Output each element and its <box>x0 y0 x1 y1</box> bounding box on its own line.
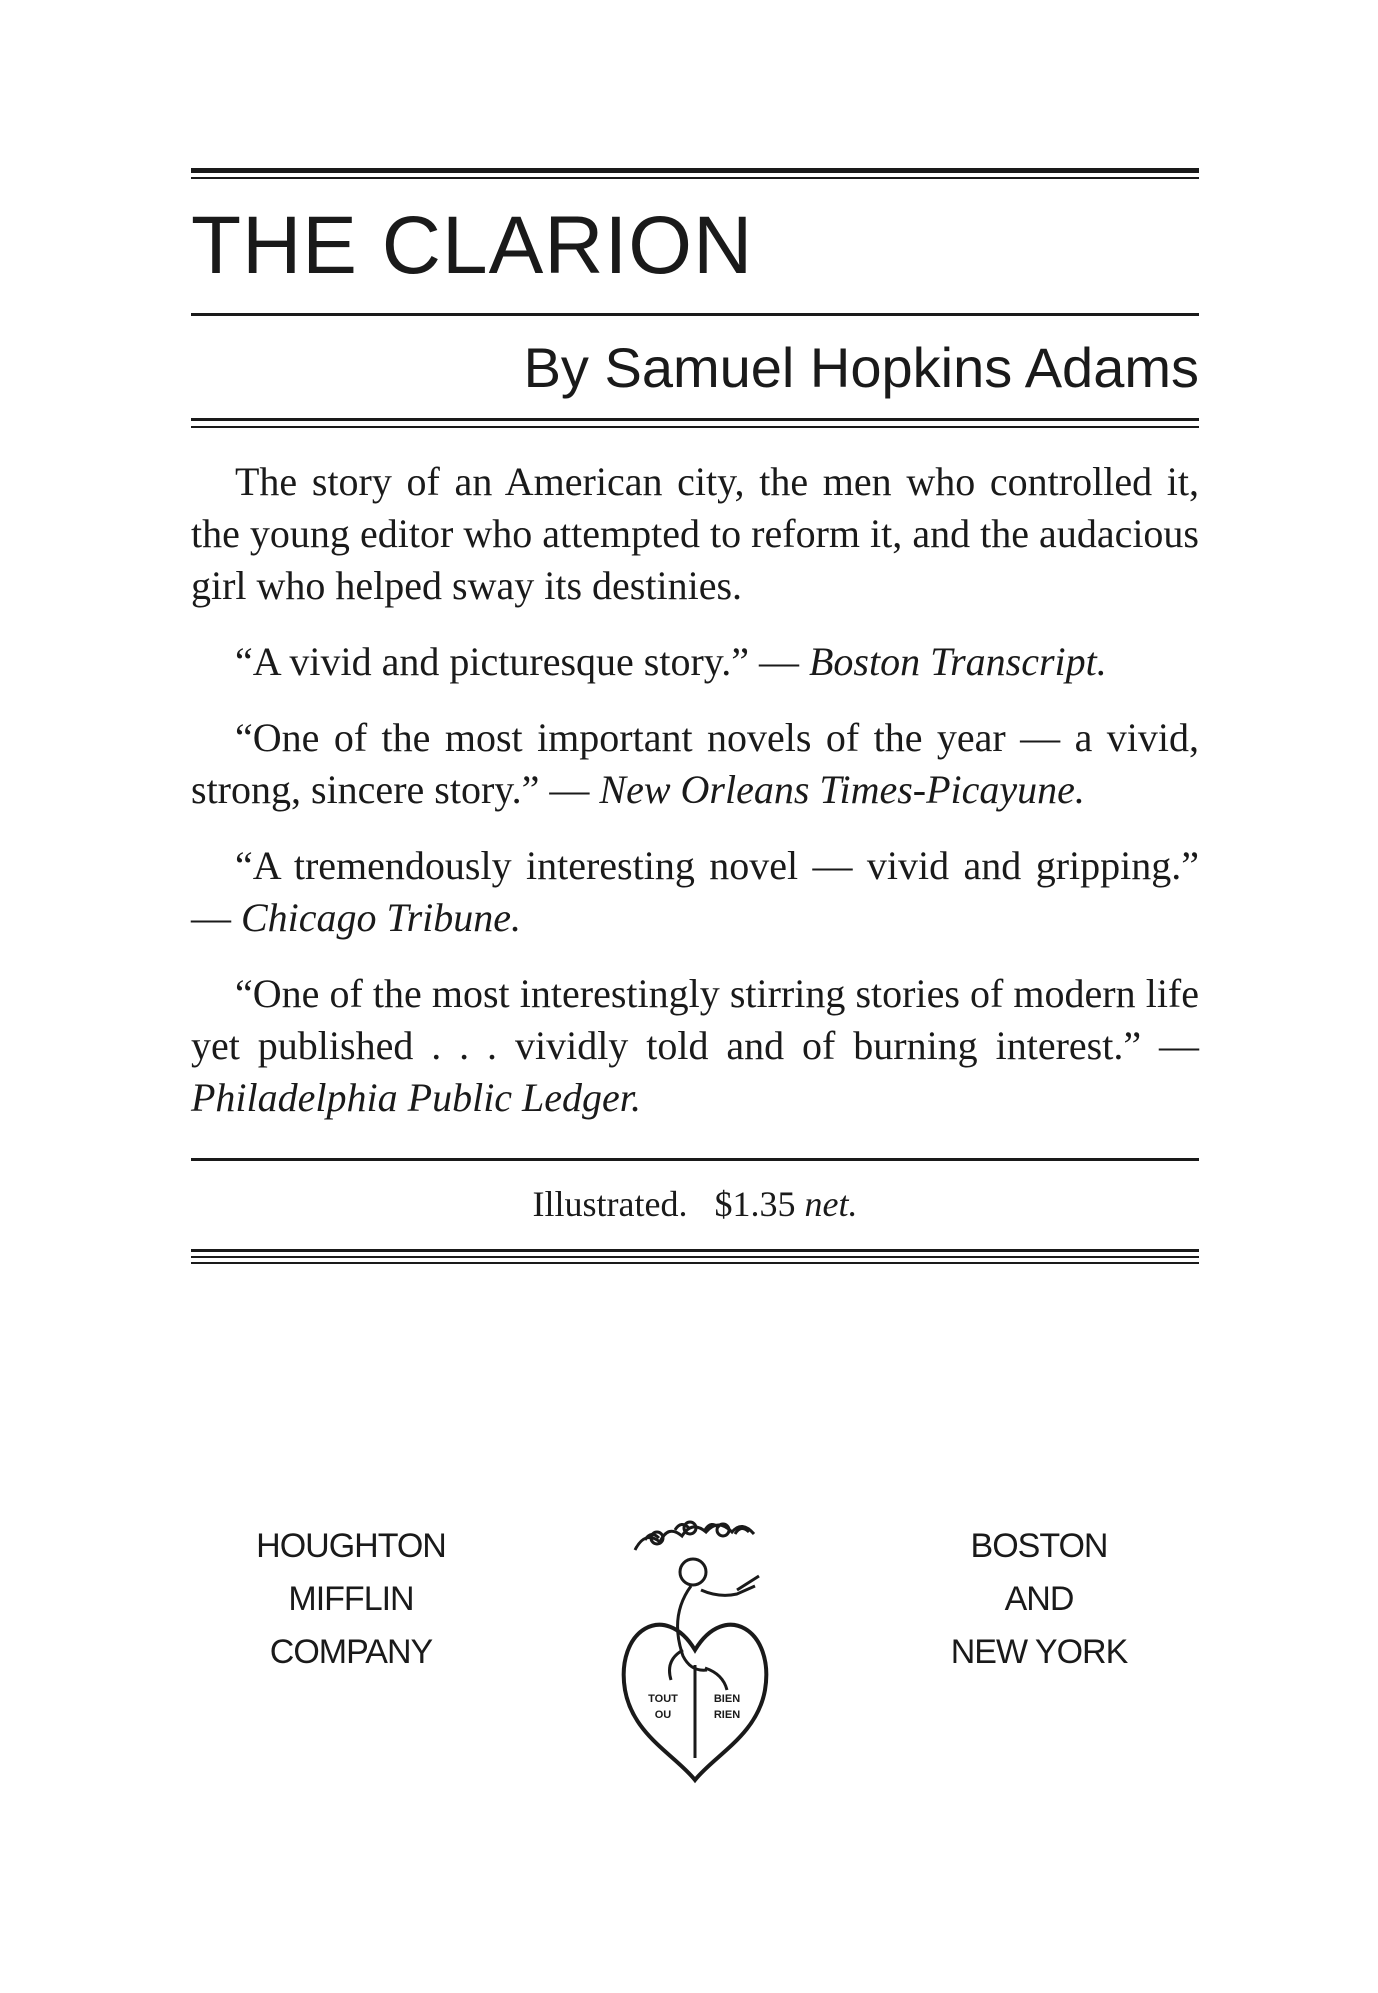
price-top-rule <box>191 1158 1199 1161</box>
publisher-cities: BOSTON AND NEW YORK <box>950 1527 1128 1671</box>
review-source: New Orleans Times-Picayune. <box>599 767 1085 812</box>
piper-on-heart-emblem-icon <box>605 1490 785 1790</box>
svg-text:OU: OU <box>654 1709 672 1721</box>
price-label: Illustrated. <box>532 1184 688 1224</box>
review-source: Chicago Tribune. <box>241 895 522 940</box>
book-title: THE CLARION <box>191 200 754 291</box>
review-quote: “A tremendously interesting novel — vivid and gripping.” — Chicago Tribune. <box>191 843 1199 940</box>
author-double-rule <box>191 418 1199 428</box>
ad-text <box>191 456 1199 1124</box>
publisher-imprint <box>191 1490 1199 1820</box>
review-source: Philadelphia Public Ledger. <box>191 1075 641 1120</box>
description-paragraph: The story of an American city, the men who controlled it, the young editor who attempted to reform it, and the audacious girl who helped sway its destinies. <box>191 459 1199 608</box>
publisher-name: HOUGHTON MIFFLIN COMPANY <box>256 1527 446 1671</box>
top-double-rule <box>191 168 1199 179</box>
price-double-rule <box>191 1249 1199 1264</box>
price-suffix: net. <box>804 1184 858 1224</box>
ad-block <box>191 168 1199 1264</box>
book-author: By Samuel Hopkins Adams <box>523 336 1199 399</box>
review-quote: “One of the most interestingly stirring stories of modern life yet published . . . vividly told and of burning interest.” — Philadelphia Public Ledger. <box>191 971 1199 1120</box>
svg-text:BIEN: BIEN <box>713 1693 741 1705</box>
svg-text:RIEN: RIEN <box>713 1709 741 1721</box>
price-amount: $1.35 <box>714 1184 796 1224</box>
title-rule <box>191 313 1199 316</box>
svg-text:TOUT: TOUT <box>648 1693 678 1705</box>
review-quote: “One of the most important novels of the year — a vivid, strong, sincere story.” — New Orleans Times-Picayune. <box>191 715 1199 812</box>
review-source: Boston Transcript. <box>808 639 1107 684</box>
review-quote: “A vivid and picturesque story.” — Boston Transcript. <box>235 639 1107 684</box>
price-line <box>191 1183 1199 1225</box>
